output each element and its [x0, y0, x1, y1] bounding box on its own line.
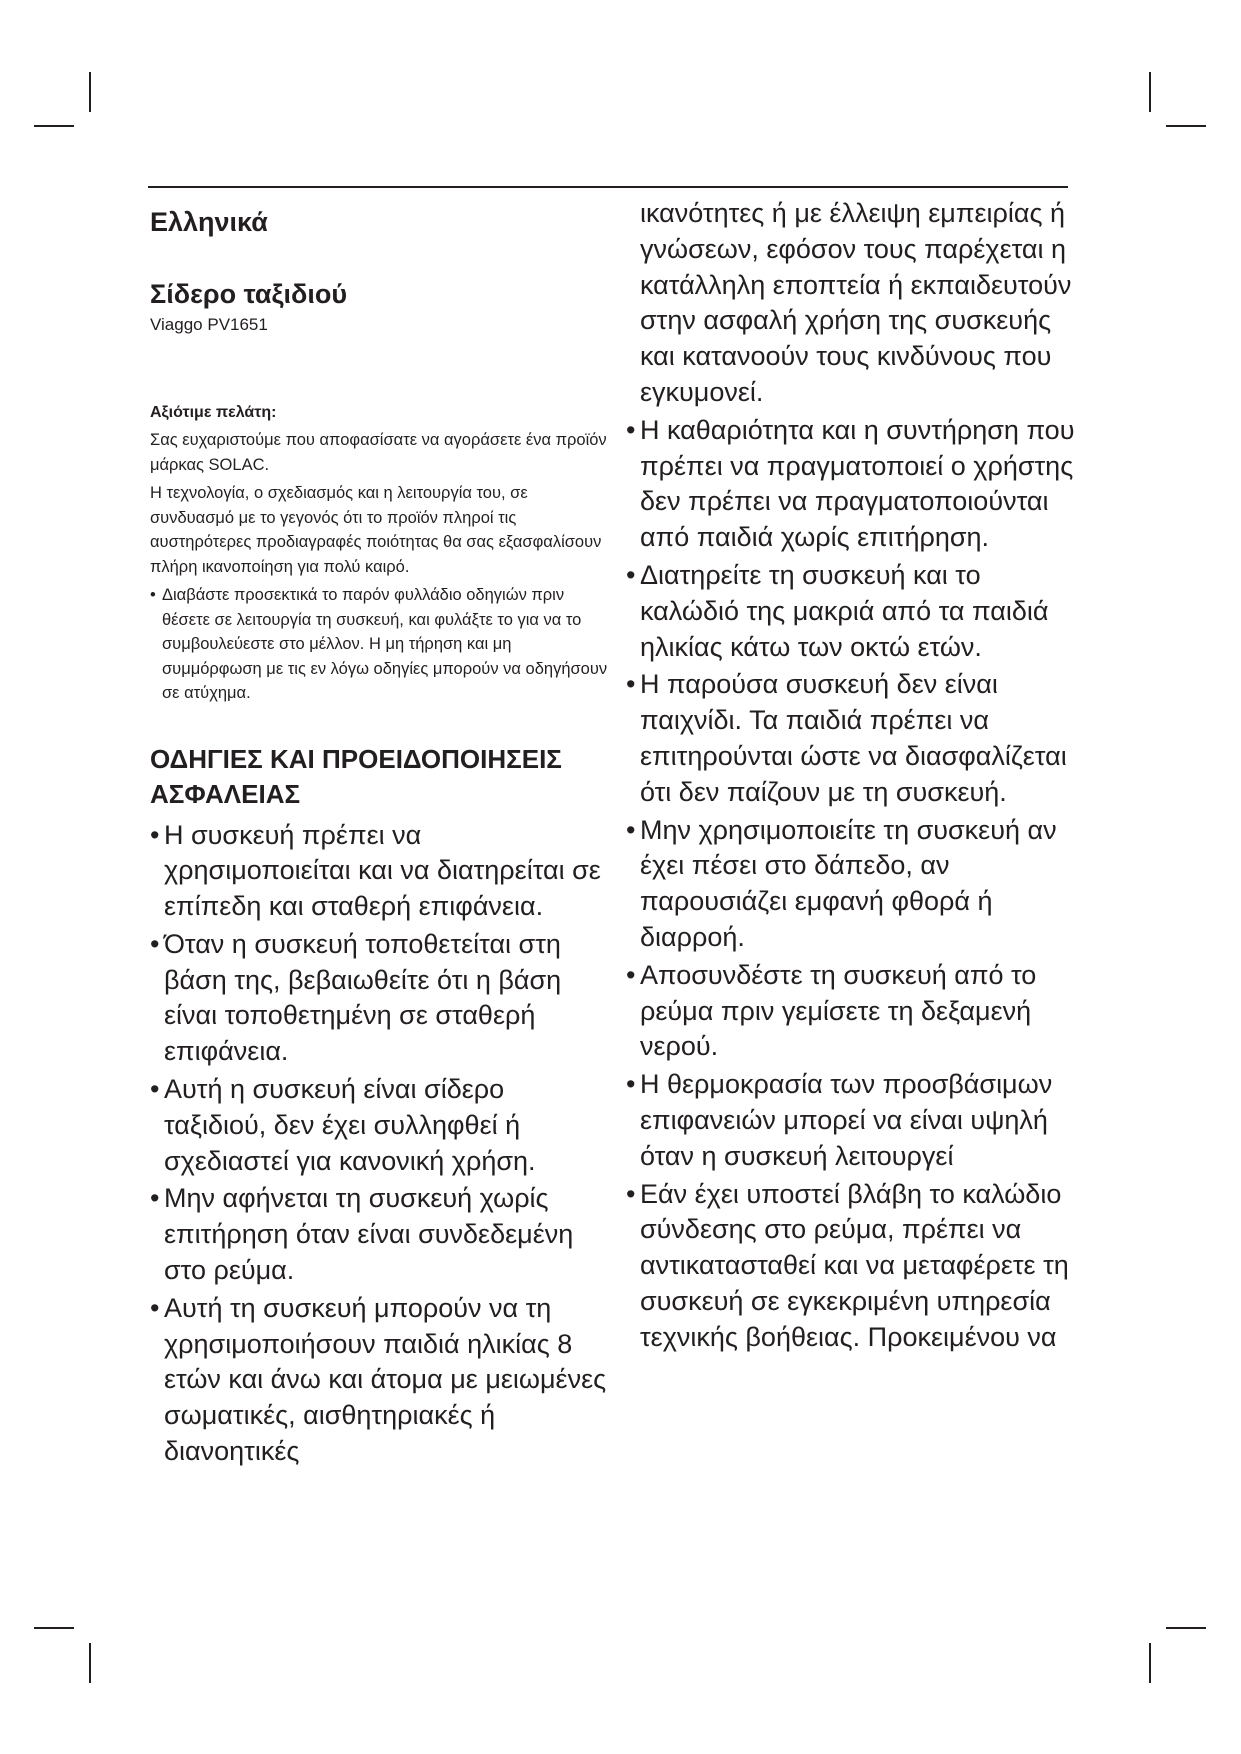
product-model: Viaggo PV1651	[150, 315, 268, 334]
list-item	[626, 413, 1076, 556]
bullet-glyph: •	[626, 1069, 636, 1100]
list-item	[626, 958, 1076, 1065]
intro-bullet-list	[150, 583, 610, 706]
bullet-glyph: •	[150, 1074, 160, 1105]
list-item-text: Διατηρείτε τη συσκευή και το καλώδιό της μακριά από τα παιδιά ηλικίας κάτω των οκτώ ετών.	[640, 559, 1049, 662]
bullet-glyph: •	[626, 959, 636, 990]
list-item-text: Όταν η συσκευή τοποθετείται στη βάση της, βεβαιωθείτε ότι η βάση είναι τοποθετημένη σε σταθερή επιφάνεια.	[164, 928, 562, 1067]
crop-mark-top-right-vertical	[1149, 72, 1151, 112]
list-item	[150, 818, 610, 925]
list-item-text: Διαβάστε προσεκτικά το παρόν φυλλάδιο οδηγιών πριν θέσετε σε λειτουργία τη συσκευή, και φυλάξτε το για να το συμβουλεύεστε στο μέλλον. Η μη τήρηση και μη συμμόρφωση με τις εν λόγω οδηγίες μπορούν να οδηγήσουν σε ατύχημα.	[162, 586, 608, 702]
safety-list-left	[150, 818, 610, 1470]
intro-paragraph: Η τεχνολογία, ο σχεδιασμός και η λειτουργία του, σε συνδυασμό με το γεγονός ότι το προϊόν πληροί τις αυστηρότερες προδιαγραφές ποιότητας θα σας εξασφαλίσουν πλήρη ικανοποίηση για πολύ καιρό.	[150, 484, 602, 576]
list-item	[150, 1291, 610, 1470]
list-item-text: Η συσκευή πρέπει να χρησιμοποιείται και να διατηρείται σε επίπεδη και σταθερή επιφάνεια.	[164, 819, 601, 922]
bullet-glyph: •	[626, 559, 636, 590]
crop-mark-top-left-horizontal	[34, 125, 74, 127]
bullet-glyph: •	[626, 1178, 636, 1209]
section-title: ΟΔΗΓΙΕΣ ΚΑΙ ΠΡΟΕΙΔΟΠΟΙΗΣΕΙΣ ΑΣΦΑΛΕΙΑΣ	[150, 743, 562, 809]
list-item-text: Μην χρησιμοποιείτε τη συσκευή αν έχει πέσει στο δάπεδο, αν παρουσιάζει εμφανή φθορά ή διαρροή.	[640, 814, 1057, 952]
list-item	[150, 1072, 610, 1179]
intro-paragraph: Σας ευχαριστούμε που αποφασίσατε να αγοράσετε ένα προϊόν μάρκας SOLAC.	[150, 431, 607, 474]
list-item-text: Η θερμοκρασία των προσβάσιμων επιφανειών μπορεί να είναι υψηλή όταν η συσκευή λειτουργεί	[640, 1069, 1053, 1171]
language-heading: Ελληνικά	[150, 207, 268, 237]
bullet-glyph: •	[150, 586, 156, 604]
crop-mark-bottom-right-vertical	[1149, 1643, 1151, 1683]
safety-list-right	[626, 413, 1076, 1356]
list-item-text: Μην αφήνεται τη συσκευή χωρίς επιτήρηση όταν είναι συνδεδεμένη στο ρεύμα.	[164, 1183, 574, 1286]
header-rule	[148, 186, 1068, 188]
list-item-text: Αυτή τη συσκευή μπορούν να τη χρησιμοποιήσουν παιδιά ηλικίας 8 ετών και άνω και άτομα με μειωμένες σωματικές, αισθητηριακές ή διανοητικές	[164, 1292, 607, 1467]
crop-mark-bottom-left-vertical	[89, 1643, 91, 1683]
list-item	[626, 667, 1076, 810]
list-item	[150, 1181, 610, 1288]
list-item	[626, 1177, 1076, 1356]
list-item	[626, 1067, 1076, 1174]
list-item-text: Εάν έχει υποστεί βλάβη το καλώδιο σύνδεσης στο ρεύμα, πρέπει να αντικατασταθεί και να μεταφέρετε τη συσκευή σε εγκεκριμένη υπηρεσία τεχνικής βοήθειας. Προκειμένου να	[640, 1178, 1069, 1352]
list-item	[626, 558, 1076, 665]
crop-mark-top-right-horizontal	[1166, 125, 1206, 127]
list-item	[150, 583, 610, 706]
bullet-glyph: •	[626, 414, 636, 445]
bullet-glyph: •	[626, 669, 636, 700]
right-column	[626, 196, 1076, 1358]
bullet-glyph: •	[150, 1292, 160, 1323]
product-title: Σίδερο ταξιδιού	[150, 279, 348, 309]
bullet-glyph: •	[150, 1183, 160, 1214]
greeting-label: Αξιότιμε πελάτη:	[150, 404, 277, 421]
bullet-glyph: •	[150, 819, 160, 850]
list-item-text: Αυτή η συσκευή είναι σίδερο ταξιδιού, δεν έχει συλληφθεί ή σχεδιαστεί για κανονική χρήση.	[164, 1074, 536, 1176]
bullet-glyph: •	[150, 928, 160, 959]
bullet-glyph: •	[626, 814, 636, 845]
list-item-text: Η καθαριότητα και η συντήρηση που πρέπει να πραγματοποιεί ο χρήστης δεν πρέπει να πραγματοποιούνται από παιδιά χωρίς επιτήρηση.	[640, 414, 1075, 553]
crop-mark-top-left-vertical	[89, 72, 91, 112]
continued-text: ικανότητες ή με έλλειψη εμπειρίας ή γνώσεων, εφόσον τους παρέχεται η κατάλληλη εποπτεία ή εκπαιδευτούν στην ασφαλή χρήση της συσκευής και κατανοούν τους κινδύνους που εγκυμονεί.	[640, 198, 1072, 407]
list-item	[626, 813, 1076, 956]
list-item-text: Αποσυνδέστε τη συσκευή από το ρεύμα πριν γεμίσετε τη δεξαμενή νερού.	[640, 959, 1037, 1062]
crop-mark-bottom-right-horizontal	[1166, 1627, 1206, 1629]
list-item	[150, 927, 610, 1070]
left-column	[150, 196, 610, 1472]
list-item-text: Η παρούσα συσκευή δεν είναι παιχνίδι. Τα παιδιά πρέπει να επιτηρούνται ώστε να διασφαλίζεται ότι δεν παίζουν με τη συσκευή.	[640, 669, 1067, 807]
crop-mark-bottom-left-horizontal	[34, 1627, 74, 1629]
